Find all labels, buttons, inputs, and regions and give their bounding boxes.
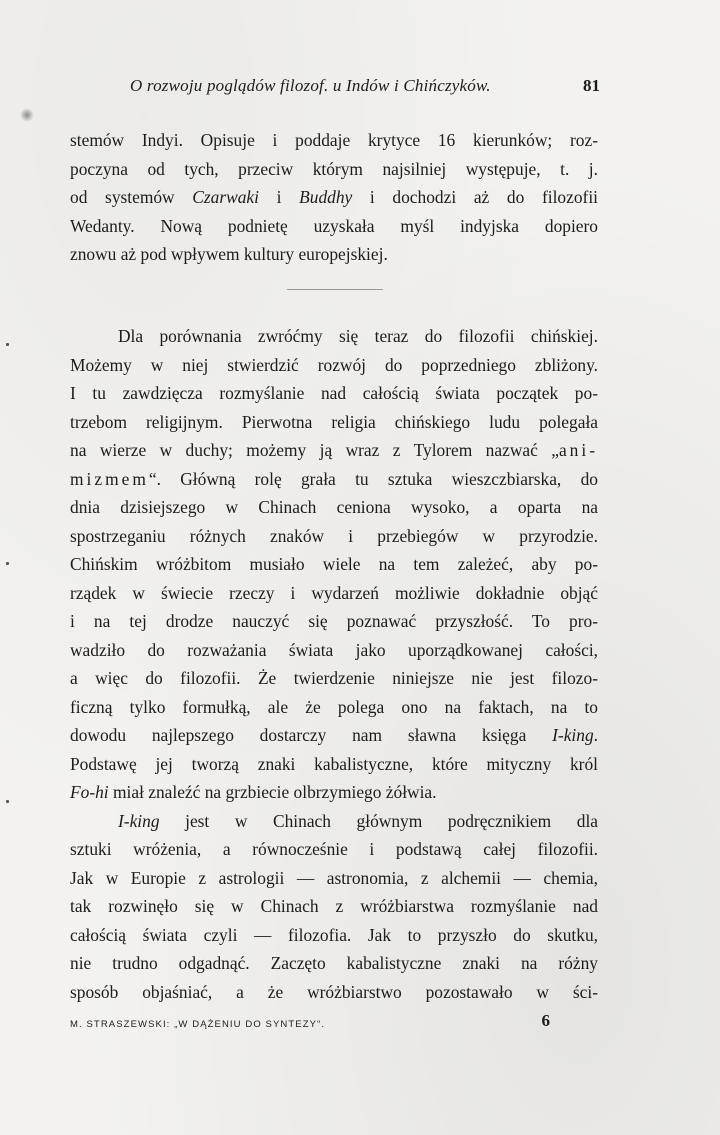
text-line: ficzną tylko formułką, ale że polega ono na faktach, na to xyxy=(70,696,598,717)
page-number: 81 xyxy=(583,76,600,95)
text-line: całością świata czyli — filozofia. Jak to przyszło do skutku, xyxy=(70,924,598,945)
text-line: trzebom religijnym. Pierwotna religia chińskiego ludu polegała xyxy=(70,411,598,432)
margin-mark xyxy=(6,343,9,346)
text-line: dowodu najlepszego dostarczy nam sławna księga I-king. xyxy=(70,725,598,745)
text-line: na wierze w duchy; możemy ją wraz z Tylorem nazwać „ani- xyxy=(70,440,598,460)
text-line: tak rozwinęło się w Chinach z wróżbiarstwa rozmyślanie nad xyxy=(70,896,598,916)
text-line: stemów Indyi. Opisuje i poddaje krytyce 16 kierunków; roz- xyxy=(70,130,598,150)
sheet-number: 6 xyxy=(541,1011,550,1030)
printer-signature: M. STRASZEWSKI: „W DĄŻENIU DO SYNTEZY“. xyxy=(70,1019,326,1030)
margin-mark xyxy=(6,800,9,803)
text-line: spostrzeganiu różnych znaków i przebiegów w przyrodzie. xyxy=(70,525,598,546)
text-line: rządek w świecie rzeczy i wydarzeń możliwie dokładnie objąć xyxy=(70,582,598,603)
text-line: a więc do filozofii. Że twierdzenie niniejsze nie jest filozo- xyxy=(70,668,598,688)
text-line: znowu aż pod wpływem kultury europejskiej. xyxy=(70,244,388,264)
text-line: Chińskim wróżbitom musiało wiele na tem zależeć, aby po- xyxy=(70,554,598,574)
text-line: nie trudno odgadnąć. Zaczęto kabalistyczne znaki na różny xyxy=(70,953,598,973)
text-line: od systemów Czarwaki i Buddhy i dochodzi aż do filozofii xyxy=(70,187,598,207)
text-line: Fo-hi miał znaleźć na grzbiecie olbrzymiego żółwia. xyxy=(70,782,437,802)
text-line: I tu zawdzięcza rozmyślanie nad całością świata początek po- xyxy=(70,383,598,403)
section-divider xyxy=(287,289,383,290)
text-line: Podstawę jej tworzą znaki kabalistyczne, które mityczny król xyxy=(70,753,598,774)
text-line: Jak w Europie z astrologii — astronomia, z alchemii — chemia, xyxy=(70,867,598,888)
text-line: Dla porównania zwróćmy się teraz do filozofii chińskiej. xyxy=(118,326,598,346)
running-header xyxy=(70,76,600,100)
page-footer xyxy=(70,1011,550,1035)
text-line: dnia dzisiejszego w Chinach ceniona wysoko, a oparta na xyxy=(70,497,598,517)
text-line: Wedanty. Nową podnietę uzyskała myśl indyjska dopiero xyxy=(70,215,598,236)
text-line: mizmem“. Główną rolę grała tu sztuka wieszczbiarska, do xyxy=(70,468,598,489)
text-line: sztuki wróżenia, a równocześnie i podstawą całej filozofii. xyxy=(70,839,598,859)
text-line: sposób objaśniać, a że wróżbiarstwo pozostawało w ści- xyxy=(70,981,598,1002)
running-title: O rozwoju poglądów filozof. u Indów i Chińczyków. xyxy=(130,76,491,95)
text-line: wadziło do rozważania świata jako uporządkowanej całości, xyxy=(70,639,598,660)
ink-smudge xyxy=(20,108,34,122)
text-line: poczyna od tych, przeciw którym najsilniej występuje, t. j. xyxy=(70,158,598,179)
margin-mark xyxy=(6,562,9,565)
text-line: I-king jest w Chinach głównym podręcznikiem dla xyxy=(118,810,598,831)
text-line: i na tej drodze nauczyć się poznawać przyszłość. To pro- xyxy=(70,611,598,631)
paragraph-2 xyxy=(70,322,598,1006)
text-line: Możemy w niej stwierdzić rozwój do poprzedniego zbliżony. xyxy=(70,354,598,375)
paragraph-1 xyxy=(70,126,598,269)
